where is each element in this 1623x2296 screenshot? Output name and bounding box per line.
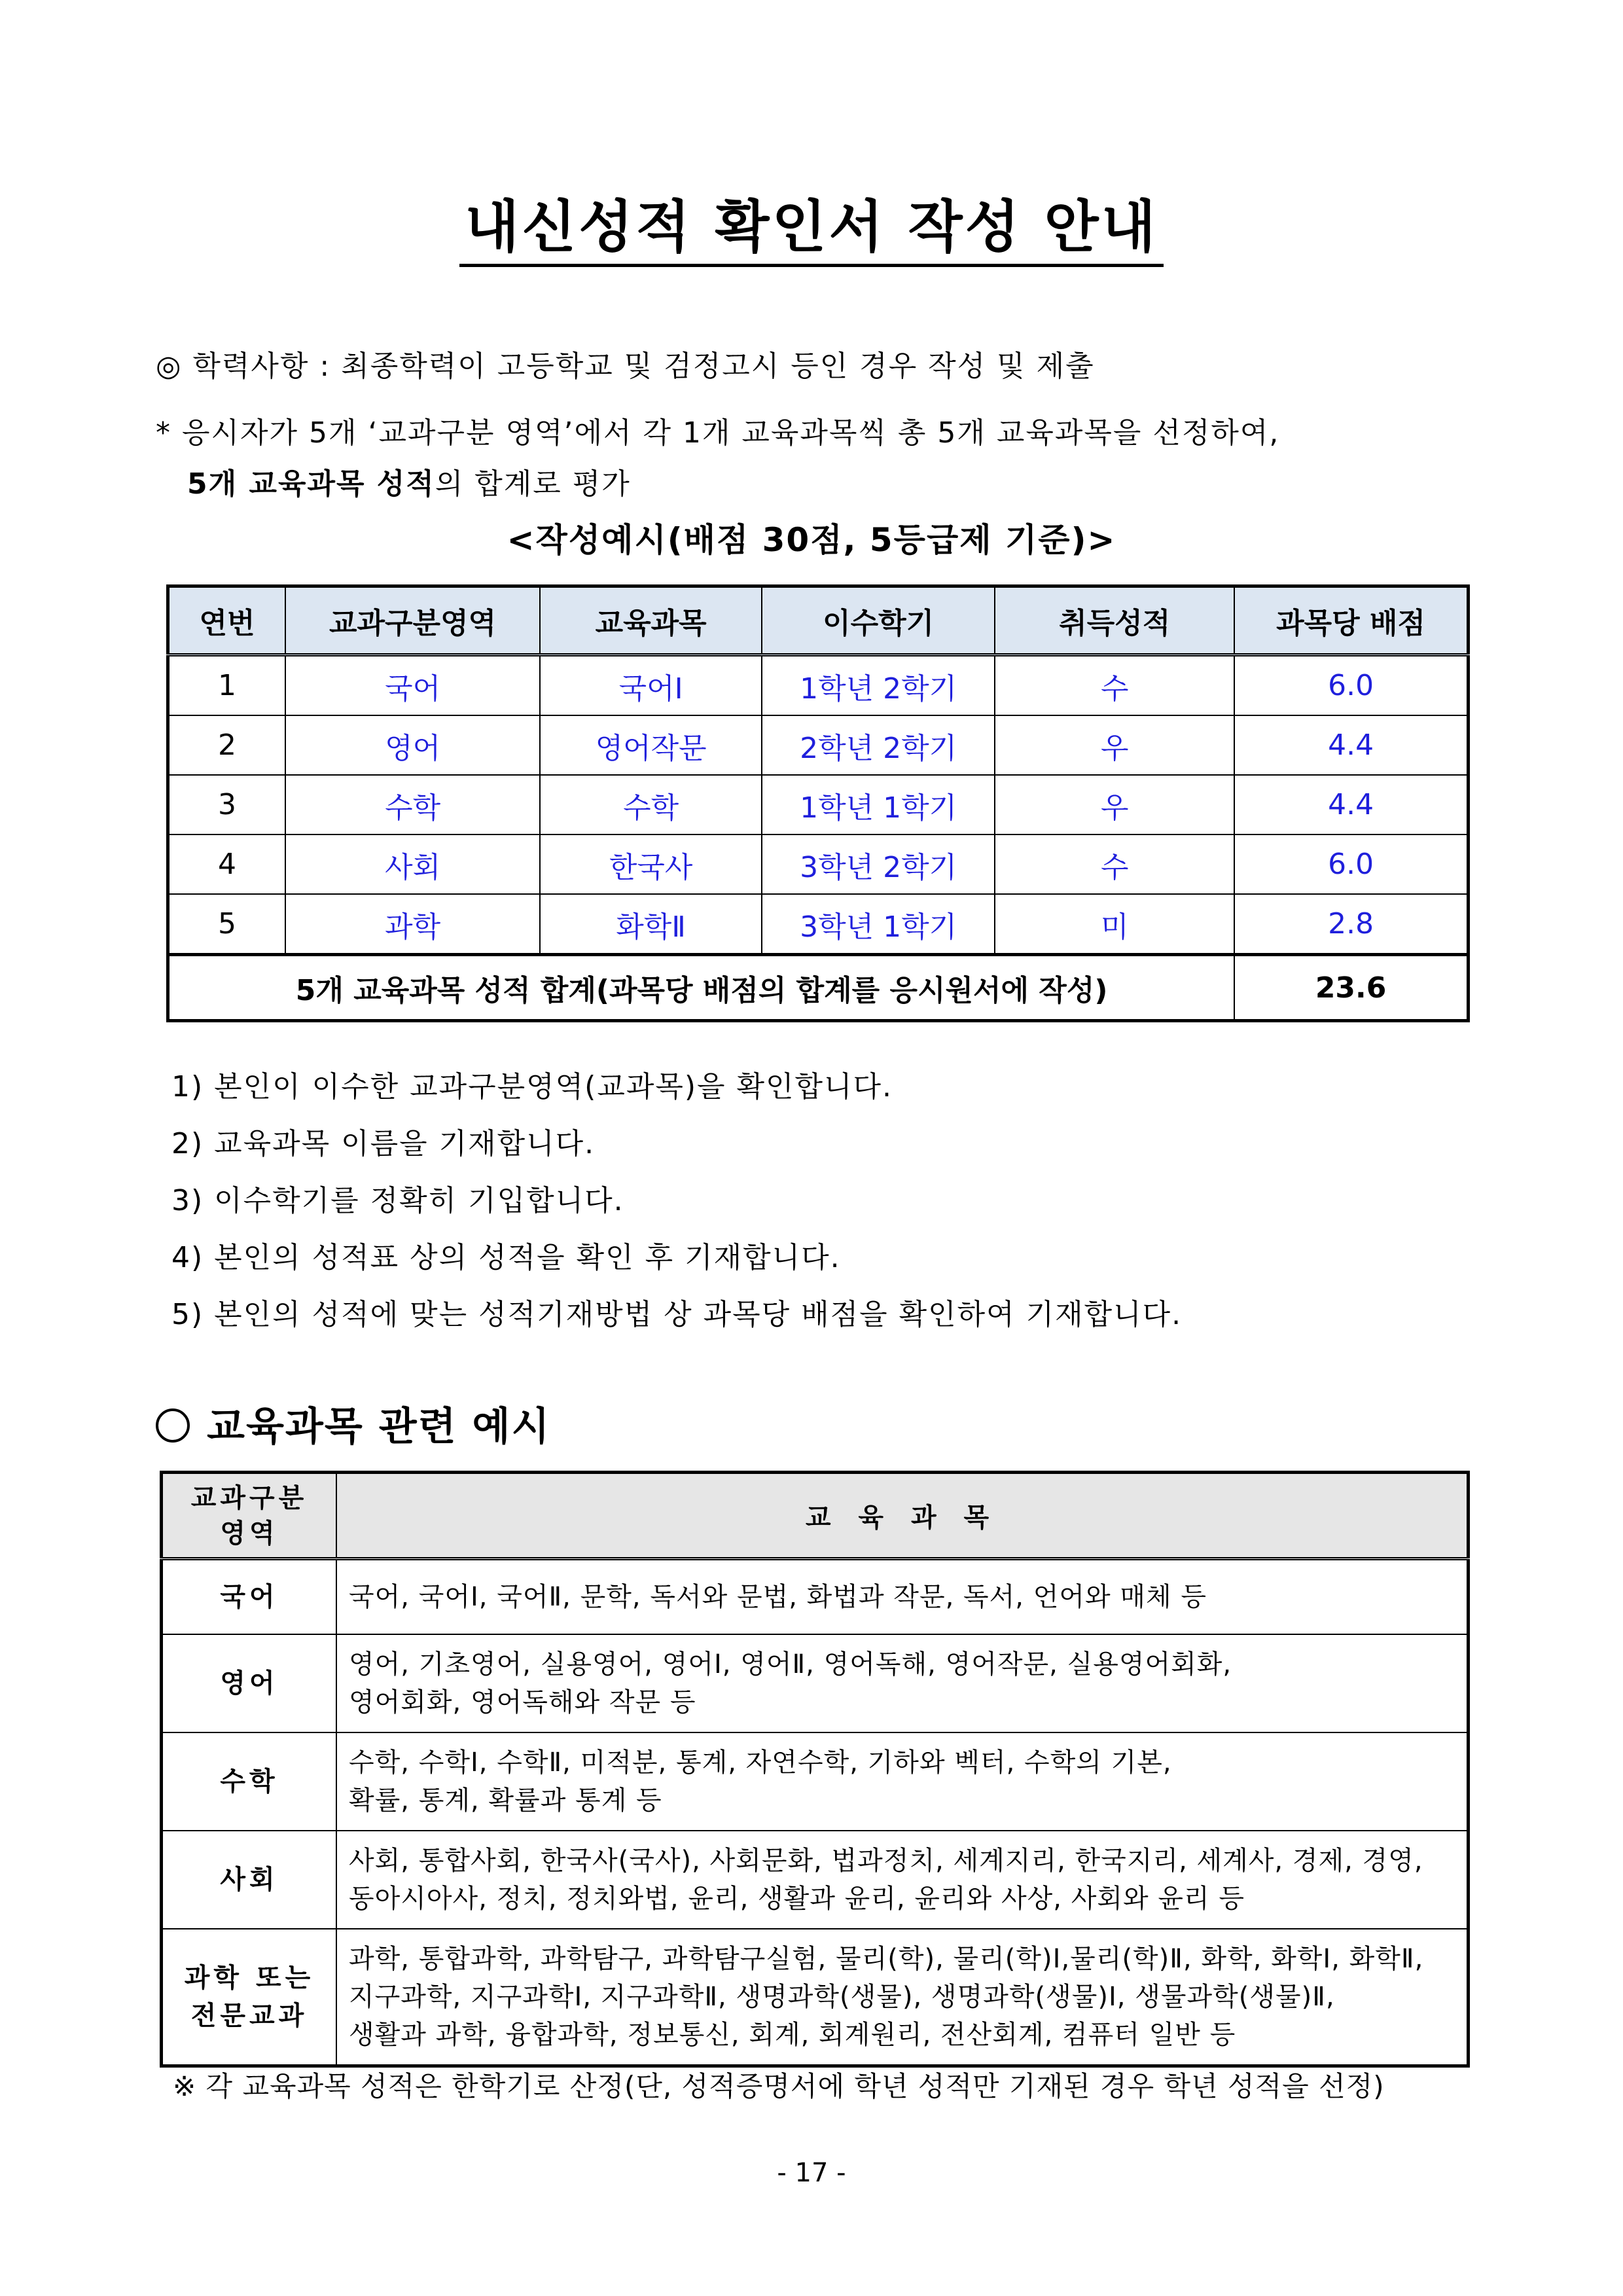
table-row [168, 894, 1469, 955]
table-row [168, 775, 1469, 834]
table-row [168, 834, 1469, 894]
table-row [162, 1831, 1469, 1929]
row-no: 3 [168, 775, 286, 834]
page-title: 내신성적 확인서 작성 안내 [0, 191, 1623, 263]
subject-example-table [160, 1471, 1470, 2068]
area-line1: 과학 또는 [184, 1962, 315, 1993]
row-semester: 2학년 2학기 [762, 715, 995, 775]
row-grade: 수 [995, 834, 1234, 894]
row-grade: 우 [995, 775, 1234, 834]
row-area: 국어 [285, 655, 540, 716]
subjects-line: 동아시아사, 정치, 정치와법, 윤리, 생활과 윤리, 윤리와 사상, 사회와 윤리 등 [349, 1883, 1245, 1914]
subjects-line: 영어, 기초영어, 실용영어, 영어Ⅰ, 영어Ⅱ, 영어독해, 영어작문, 실용영어회화, [349, 1649, 1232, 1679]
row-area: 사회 [162, 1831, 337, 1929]
row-semester: 3학년 1학기 [762, 894, 995, 955]
row-subjects [336, 1559, 1469, 1634]
row-subject: 수학 [540, 775, 762, 834]
table-row [168, 715, 1469, 775]
header-subjects: 교 육 과 목 [336, 1473, 1469, 1559]
row-score: 4.4 [1234, 715, 1468, 775]
table-row [168, 655, 1469, 716]
subjects-line: 과학, 통합과학, 과학탐구, 과학탐구실험, 물리(학), 물리(학)Ⅰ,물리(학)Ⅱ, 화학, 화학Ⅰ, 화학Ⅱ, [349, 1943, 1424, 1974]
row-no: 2 [168, 715, 286, 775]
row-semester: 1학년 2학기 [762, 655, 995, 716]
total-value: 23.6 [1234, 955, 1468, 1021]
section-heading-text: 교육과목 관련 예시 [207, 1404, 551, 1450]
step-item: 1) 본인이 이수한 교과구분영역(교과목)을 확인합니다. [171, 1070, 893, 1103]
header-area: 교과구분영역 [285, 586, 540, 655]
circle-bullet-icon [156, 1408, 190, 1443]
subjects-line: 수학, 수학Ⅰ, 수학Ⅱ, 미적분, 통계, 자연수학, 기하와 벡터, 수학의 기본, [349, 1747, 1172, 1778]
header-area-line1: 교과구분 [190, 1482, 308, 1513]
example-caption: <작성예시(배점 30점, 5등급제 기준)> [507, 521, 1116, 559]
row-subject: 한국사 [540, 834, 762, 894]
grade-example-table [166, 584, 1470, 1022]
step-item: 3) 이수학기를 정확히 기입합니다. [171, 1184, 624, 1217]
subjects-line: 생활과 과학, 융합과학, 정보통신, 회계, 회계원리, 전산회계, 컴퓨터 일반 등 [349, 2019, 1236, 2050]
header-score: 과목당 배점 [1234, 586, 1468, 655]
table-row [162, 1929, 1469, 2066]
row-area: 사회 [285, 834, 540, 894]
step-item: 4) 본인의 성적표 상의 성적을 확인 후 기재합니다. [171, 1241, 841, 1274]
row-no: 1 [168, 655, 286, 716]
row-grade: 수 [995, 655, 1234, 716]
step-item: 2) 교육과목 이름을 기재합니다. [171, 1127, 596, 1160]
table-row [162, 1732, 1469, 1831]
row-subject: 영어작문 [540, 715, 762, 775]
intro-evaluation-line [187, 465, 631, 504]
footnote: ※ 각 교육과목 성적은 한학기로 산정(단, 성적증명서에 학년 성적만 기재된 경우 학년 성적을 선정) [173, 2070, 1385, 2102]
row-area [162, 1929, 337, 2066]
row-area: 수학 [162, 1732, 337, 1831]
row-subjects [336, 1732, 1469, 1831]
section-heading [156, 1401, 550, 1453]
total-label: 5개 교육과목 성적 합계(과목당 배점의 합계를 응시원서에 작성) [168, 955, 1235, 1021]
step-item: 5) 본인의 성적에 맞는 성적기재방법 상 과목당 배점을 확인하여 기재합니다. [171, 1298, 1183, 1331]
row-score: 6.0 [1234, 834, 1468, 894]
intro-evaluation-bold: 5개 교육과목 성적 [187, 467, 435, 501]
area-line2: 전문교과 [190, 2000, 308, 2031]
header-grade: 취득성적 [995, 586, 1234, 655]
header-no: 연번 [168, 586, 286, 655]
table-header-row [162, 1473, 1469, 1559]
row-no: 5 [168, 894, 286, 955]
header-semester: 이수학기 [762, 586, 995, 655]
intro-evaluation-rest: 의 합계로 평가 [435, 467, 631, 501]
table-row [162, 1559, 1469, 1634]
intro-academic-line: ◎ 학력사항 : 최종학력이 고등학교 및 검정고시 등인 경우 작성 및 제출 [156, 350, 1095, 383]
subjects-line: 확률, 통계, 확률과 통계 등 [349, 1785, 662, 1816]
row-subjects [336, 1929, 1469, 2066]
row-area: 국어 [162, 1559, 337, 1634]
row-grade: 미 [995, 894, 1234, 955]
row-area: 영어 [162, 1634, 337, 1732]
row-semester: 3학년 2학기 [762, 834, 995, 894]
row-subjects [336, 1831, 1469, 1929]
table-header-row [168, 586, 1469, 655]
row-subject: 국어Ⅰ [540, 655, 762, 716]
header-area-line2: 영역 [220, 1518, 279, 1549]
header-area [162, 1473, 337, 1559]
row-no: 4 [168, 834, 286, 894]
table-total-row [168, 955, 1469, 1021]
row-area: 영어 [285, 715, 540, 775]
row-score: 2.8 [1234, 894, 1468, 955]
header-subject: 교육과목 [540, 586, 762, 655]
page-number: - 17 - [777, 2158, 846, 2188]
row-grade: 우 [995, 715, 1234, 775]
row-area: 수학 [285, 775, 540, 834]
intro-instruction-line: * 응시자가 5개 ‘교과구분 영역’에서 각 1개 교육과목씩 총 5개 교육과목을 선정하여, [156, 416, 1280, 450]
subjects-line: 사회, 통합사회, 한국사(국사), 사회문화, 법과정치, 세계지리, 한국지리, 세계사, 경제, 경영, [349, 1845, 1423, 1876]
subjects-line: 국어, 국어Ⅰ, 국어Ⅱ, 문학, 독서와 문법, 화법과 작문, 독서, 언어와 매체 등 [349, 1581, 1207, 1612]
row-subject: 화학Ⅱ [540, 894, 762, 955]
table-row [162, 1634, 1469, 1732]
subjects-line: 지구과학, 지구과학Ⅰ, 지구과학Ⅱ, 생명과학(생물), 생명과학(생물)Ⅰ, 생물과학(생물)Ⅱ, [349, 1981, 1335, 2012]
row-semester: 1학년 1학기 [762, 775, 995, 834]
row-subjects [336, 1634, 1469, 1732]
row-score: 6.0 [1234, 655, 1468, 716]
subjects-line: 영어회화, 영어독해와 작문 등 [349, 1687, 696, 1717]
instruction-steps [171, 1058, 1182, 1343]
row-area: 과학 [285, 894, 540, 955]
row-score: 4.4 [1234, 775, 1468, 834]
